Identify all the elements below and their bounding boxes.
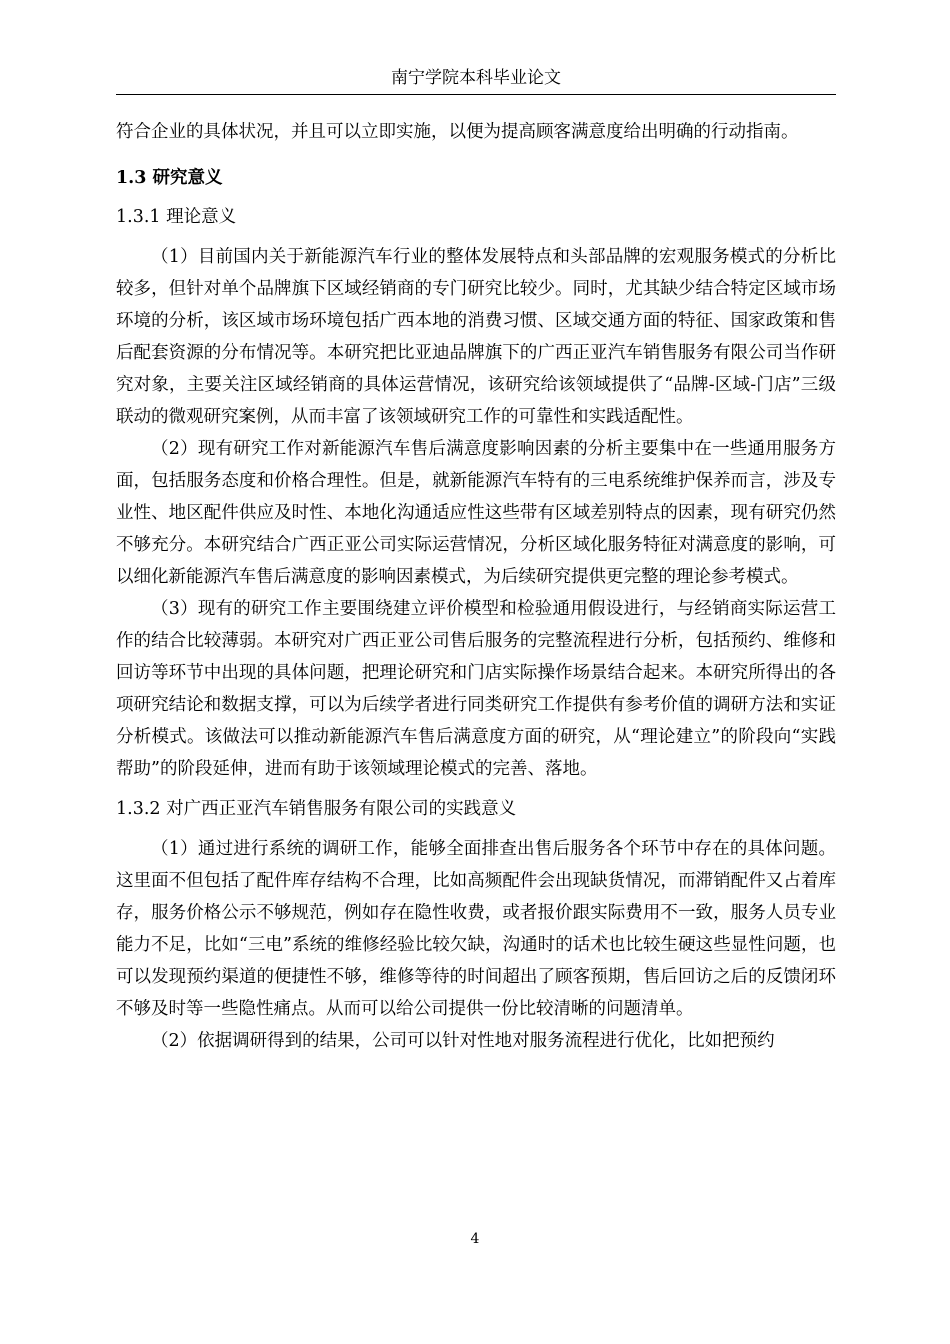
subsection-heading-theory: 1.3.1 理论意义 — [116, 207, 237, 227]
header-divider — [116, 94, 836, 95]
subsection-heading-practice: 1.3.2 对广西正亚汽车销售服务有限公司的实践意义 — [116, 799, 517, 819]
theory-paragraph-3: （3）现有的研究工作主要围绕建立评价模型和检验通用假设进行，与经销商实际运营工作的结合比较薄弱。本研究对广西正亚公司售后服务的完整流程进行分析，包括预约、维修和回访等环节中出现的具体问题，把理论研究和门店实际操作场景结合起来。本研究所得出的各项研究结论和数据支撑，可以为后续学者进行同类研究工作提供有参考价值的调研方法和实证分析模式。该做法可以推动新能源汽车售后满意度方面的研究，从“理论建立”的阶段向“实践帮助”的阶段延伸，进而有助于该领域理论模式的完善、落地。 — [116, 599, 836, 779]
practice-paragraph-1: （1）通过进行系统的调研工作，能够全面排查出售后服务各个环节中存在的具体问题。这里面不但包括了配件库存结构不合理，比如高频配件会出现缺货情况，而滞销配件又占着库存，服务价格公示不够规范，例如存在隐性收费，或者报价跟实际费用不一致，服务人员专业能力不足，比如“三电”系统的维修经验比较欠缺，沟通时的话术也比较生硬这些显性问题，也可以发现预约渠道的便捷性不够，维修等待的时间超出了顾客预期，售后回访之后的反馈闭环不够及时等一些隐性痛点。从而可以给公司提供一份比较清晰的问题清单。 — [116, 839, 836, 1019]
section-heading: 1.3 研究意义 — [116, 168, 223, 188]
practice-paragraph-2: （2）依据调研得到的结果，公司可以针对性地对服务流程进行优化，比如把预约 — [151, 1031, 775, 1051]
running-header: 南宁学院本科毕业论文 — [391, 68, 561, 88]
page-body — [116, 116, 836, 1057]
intro-paragraph: 符合企业的具体状况，并且可以立即实施，以便为提高顾客满意度给出明确的行动指南。 — [116, 122, 799, 142]
page-number: 4 — [470, 1231, 480, 1247]
theory-paragraph-1: （1）目前国内关于新能源汽车行业的整体发展特点和头部品牌的宏观服务模式的分析比较多，但针对单个品牌旗下区域经销商的专门研究比较少。同时，尤其缺少结合特定区域市场环境的分析，该区域市场环境包括广西本地的消费习惯、区域交通方面的特征、国家政策和售后配套资源的分布情况等。本研究把比亚迪品牌旗下的广西正亚汽车销售服务有限公司当作研究对象，主要关注区域经销商的具体运营情况，该研究给该领域提供了“品牌-区域-门店”三级联动的微观研究案例，从而丰富了该领域研究工作的可靠性和实践适配性。 — [116, 247, 836, 427]
theory-paragraph-2: （2）现有研究工作对新能源汽车售后满意度影响因素的分析主要集中在一些通用服务方面，包括服务态度和价格合理性。但是，就新能源汽车特有的三电系统维护保养而言，涉及专业性、地区配件供应及时性、本地化沟通适应性这些带有区域差别特点的因素，现有研究仍然不够充分。本研究结合广西正亚公司实际运营情况，分析区域化服务特征对满意度的影响，可以细化新能源汽车售后满意度的影响因素模式，为后续研究提供更完整的理论参考模式。 — [116, 439, 836, 587]
